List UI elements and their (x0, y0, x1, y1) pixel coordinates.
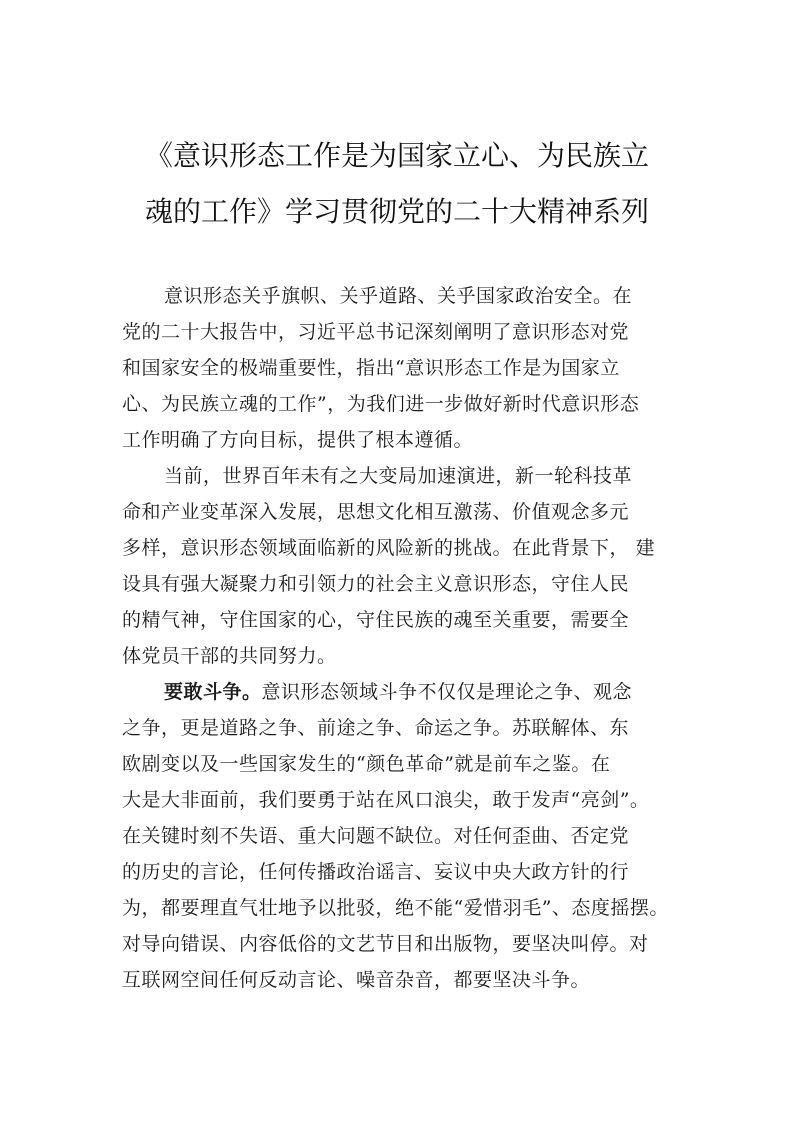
text-line: 大是大非面前，我们要勇于站在风口浪尖，敢于发声“亮剑”。 (122, 789, 650, 811)
text-line: 互联网空间任何反动言论、噪音杂音，都要坚决斗争。 (122, 969, 591, 991)
text-line: 命和产业变革深入发展，思想文化相互激荡、价值观念多元 (122, 501, 630, 523)
text-line: 多样，意识形态领域面临新的风险新的挑战。在此背景下， 建 (122, 537, 656, 559)
text-line: 在关键时刻不失语、重大问题不缺位。对任何歪曲、否定党 (122, 825, 630, 847)
text-line: 对导向错误、内容低俗的文艺节目和出版物，要坚决叫停。对 (122, 933, 649, 955)
paragraph-ideology-importance (122, 278, 692, 458)
text-line: 的历史的言论，任何传播政治谣言、妄议中央大政方针的行 (122, 861, 630, 883)
text-line: 当前，世界百年未有之大变局加速演进，新一轮科技革 (164, 465, 633, 487)
text-line: 工作明确了方向目标，提供了根本遵循。 (122, 429, 474, 451)
text-line: 之争，更是道路之争、前途之争、命运之争。苏联解体、东 (122, 717, 630, 739)
text-line: 和国家安全的极端重要性，指出“意识形态工作是为国家立 (122, 357, 620, 379)
text-line: 设具有强大凝聚力和引领力的社会主义意识形态，守住人民 (122, 573, 630, 595)
text-line: 欧剧变以及一些国家发生的“颜色革命”就是前车之鉴。在 (122, 753, 611, 775)
text-line: 为，都要理直气壮地予以批驳，绝不能“爱惜羽毛”、态度摇摆。 (122, 897, 669, 919)
text-line: 心、为民族立魂的工作”，为我们进一步做好新时代意识形态 (122, 393, 640, 415)
title-line: 魂的工作》学习贯彻党的二十大精神系列 (144, 195, 649, 228)
paragraph-current-situation (122, 458, 692, 674)
document-body (122, 278, 692, 998)
text-line: 体党员干部的共同努力。 (122, 645, 337, 667)
bold-lead-heading: 要敢斗争。 (164, 681, 262, 703)
text-line: 意识形态关乎旗帜、关乎道路、关乎国家政治安全。在 (164, 285, 633, 307)
text-line: 党的二十大报告中，习近平总书记深刻阐明了意识形态对党 (122, 321, 630, 343)
first-line-text: 意识形态领域斗争不仅仅是理论之争、观念 (261, 681, 633, 703)
text-line: 的精气神，守住国家的心，守住民族的魂至关重要，需要全 (122, 609, 630, 631)
paragraph-dare-to-struggle (122, 674, 692, 998)
document-title (100, 128, 694, 240)
title-line: 《意识形态工作是为国家立心、为民族立 (144, 139, 649, 172)
text-line (122, 674, 692, 710)
